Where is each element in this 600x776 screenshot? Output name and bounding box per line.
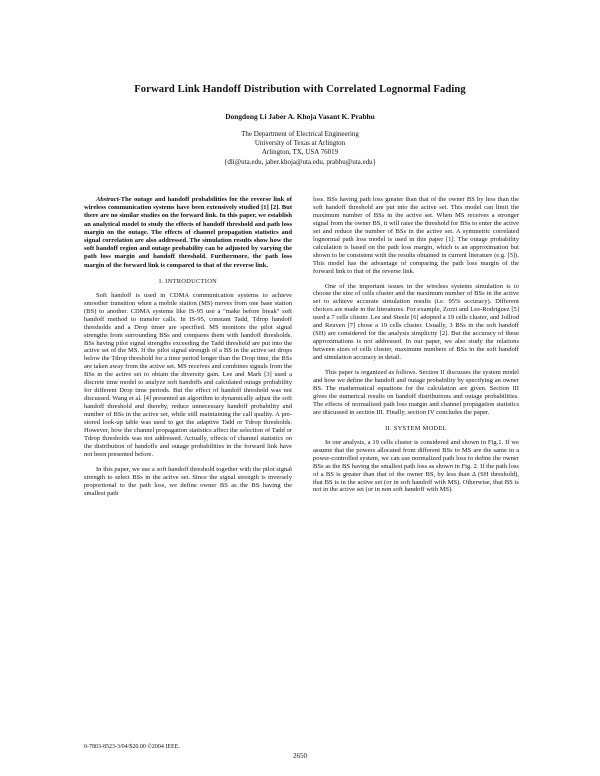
abstract-label: Abstract- xyxy=(96,196,121,203)
right-column xyxy=(313,196,519,494)
section-heading-system-model: II. SYSTEM MODEL xyxy=(385,424,447,432)
paper-authors: Dongdong Li Jaber A. Khoja Vasant K. Prabhu xyxy=(225,112,375,121)
abstract xyxy=(84,196,292,270)
intro-paragraph-1: Soft handoff is used in CDMA communication systems to achieve smoother transition when a mobile station (MS) moves from one base station (BS) to another. CDMA systems like IS-95 use a "make before break" soft handoff method to transfer calls. In IS-95, constant Tadd, Tdrop handoff thresholds and a Drop timer are specified. MS monitors the pilot signal strengths from surrounding BSs and compares them with handoff thresholds. BSs having pilot signal strengths exceeding the Tadd threshold are put into the active set of the MS. If the pilot signal strength of a BS in the active set drops below the Tdrop threshold for a time period longer than the Drop time, the BSs are taken away from the active set. MS receives and combines signals from the BSs in the active set to obtain the diversity gain. Lee and Mark [3] used a discrete time model to analyze soft handoffs and calculated outage probability for different Drop time periods. But the effect of handoff threshold was not discussed. Wang et al. [4] presented an algorithm to dynamically adjust the soft handoff threshold and thereby, reduce unnecessary handoff probability and number of BSs in the active set, while still maintaining the call quality. A pre-stored look-up table was used to get the adaptive Tadd or Tdrop thresholds. However, how the channel propagation statistics affect the selection of Tadd or Tdrop thresholds was not addressed. Actually, effects of channel statistics on the distribution of handoffs and outage probabilities in the forward link have not been presented before. xyxy=(84,291,292,458)
affiliation-location: Arlington, TX, USA 76019 xyxy=(261,148,339,157)
section-heading-introduction: I. INTRODUCTION xyxy=(158,277,218,285)
system-model-paragraph-1: In our analysis, a 19 cells cluster is considered and shown in Fig.1. If we assume that the powers allocated from different BSs to MS are the same in a power-controlled system, we can use normalized path loss to define the owner BSs as the BS having the smallest path loss as shown in Fig. 2. If the path loss of a BS is greater than that of the owner BS, by less than Δ (SH threshold), that BS is in the active set (or in soft handoff with MS). Otherwise, that BS is not in the active set (or in non soft handoff with MS). xyxy=(313,438,519,494)
affiliation-university: University of Texas at Arlington xyxy=(254,139,346,148)
affiliation-emails: {dli@uta.edu, jaber.khoja@uta.edu, prabhu@uta.edu} xyxy=(223,157,377,166)
abstract-text: The outage and handoff probabilities for the reverse link of wireless communication systems have been extensively studied [1] [2]. But there are no similar studies on the forward link. In this paper, we establish an analytical model to study the effects of handoff threshold and path loss margin on the outage. The effects of channel propagation statistics and signal correlation are also addressed. The simulation results show how the soft handoff region and outage probability can be adjusted by varying the path loss margin and handoff threshold. Furthermore, the path loss margin of the forward link is compared to that of the reverse link. xyxy=(84,196,292,269)
copyright-footer: 0-7803-8523-3/04/$20.00 ©2004 IEEE. xyxy=(84,744,180,750)
affiliation-block xyxy=(0,130,600,167)
paper-title: Forward Link Handoff Distribution with Correlated Lognormal Fading xyxy=(134,84,466,95)
intro-paragraph-5: This paper is organized as follows. Section II discusses the system model and how we define the handoff and outage probability by specifying an owner BS. The mathematical equations for the calculation are given. Section III gives the numerical results on handoff distributions and outage probabilities. The effects of normalized path loss margin and channel propagation statistics are discussed in section III. Finally, section IV concludes the paper. xyxy=(313,369,519,416)
page-number: 2650 xyxy=(293,752,307,760)
intro-paragraph-2: In this paper, we use a soft handoff threshold together with the pilot signal strength to select BSs in the active set. Since the signal strength is inversely proportional to the path loss, we define owner BS as the BS having the smallest path xyxy=(84,465,292,497)
affiliation-department: The Department of Electrical Engineering xyxy=(241,130,359,138)
intro-paragraph-3: loss. BSs having path loss greater than that of the owner BS by less than the soft handoff threshold are put into the active set. This model can limit the maximum number of BSs in the active set. When MS receives a stronger signal from the owner BS, it will raise the threshold for BSs to enter the active set and reduce the number of BSs in the active set. A symmetric correlated lognormal path loss model is used in this paper [1]. The outage probability calculation is based on the path loss margin, which is an approximation but shown to be consistent with the results obtained in current literature (e.g. [5]). This model has the advantage of comparing the path loss margin of the forward link to that of the reverse link. xyxy=(313,196,519,275)
intro-paragraph-4: One of the important issues in the wireless systems simulation is to choose the size of cells cluster and the maximum number of BSs in the active set to achieve accurate simulation results (i.e. 95% accuracy). Different choices are made in the literatures. For example, Zorzi and Lee-Rodriguez [5] used a 7 cells cluster. Lee and Steele [6] adopted a 19 cells cluster, and Jolliod and Reuven [7] chose a 19 cells cluster. Usually, 3 BSs in the soft handoff (SH) are considered for the analysis simplicity [2]. But the accuracy of these approximations is not addressed. In our paper, we also study the relations between sizes of cells cluster, maximum numbers of BSs in the soft handoff and simulation accuracy in detail. xyxy=(313,282,519,362)
left-column xyxy=(84,196,292,498)
